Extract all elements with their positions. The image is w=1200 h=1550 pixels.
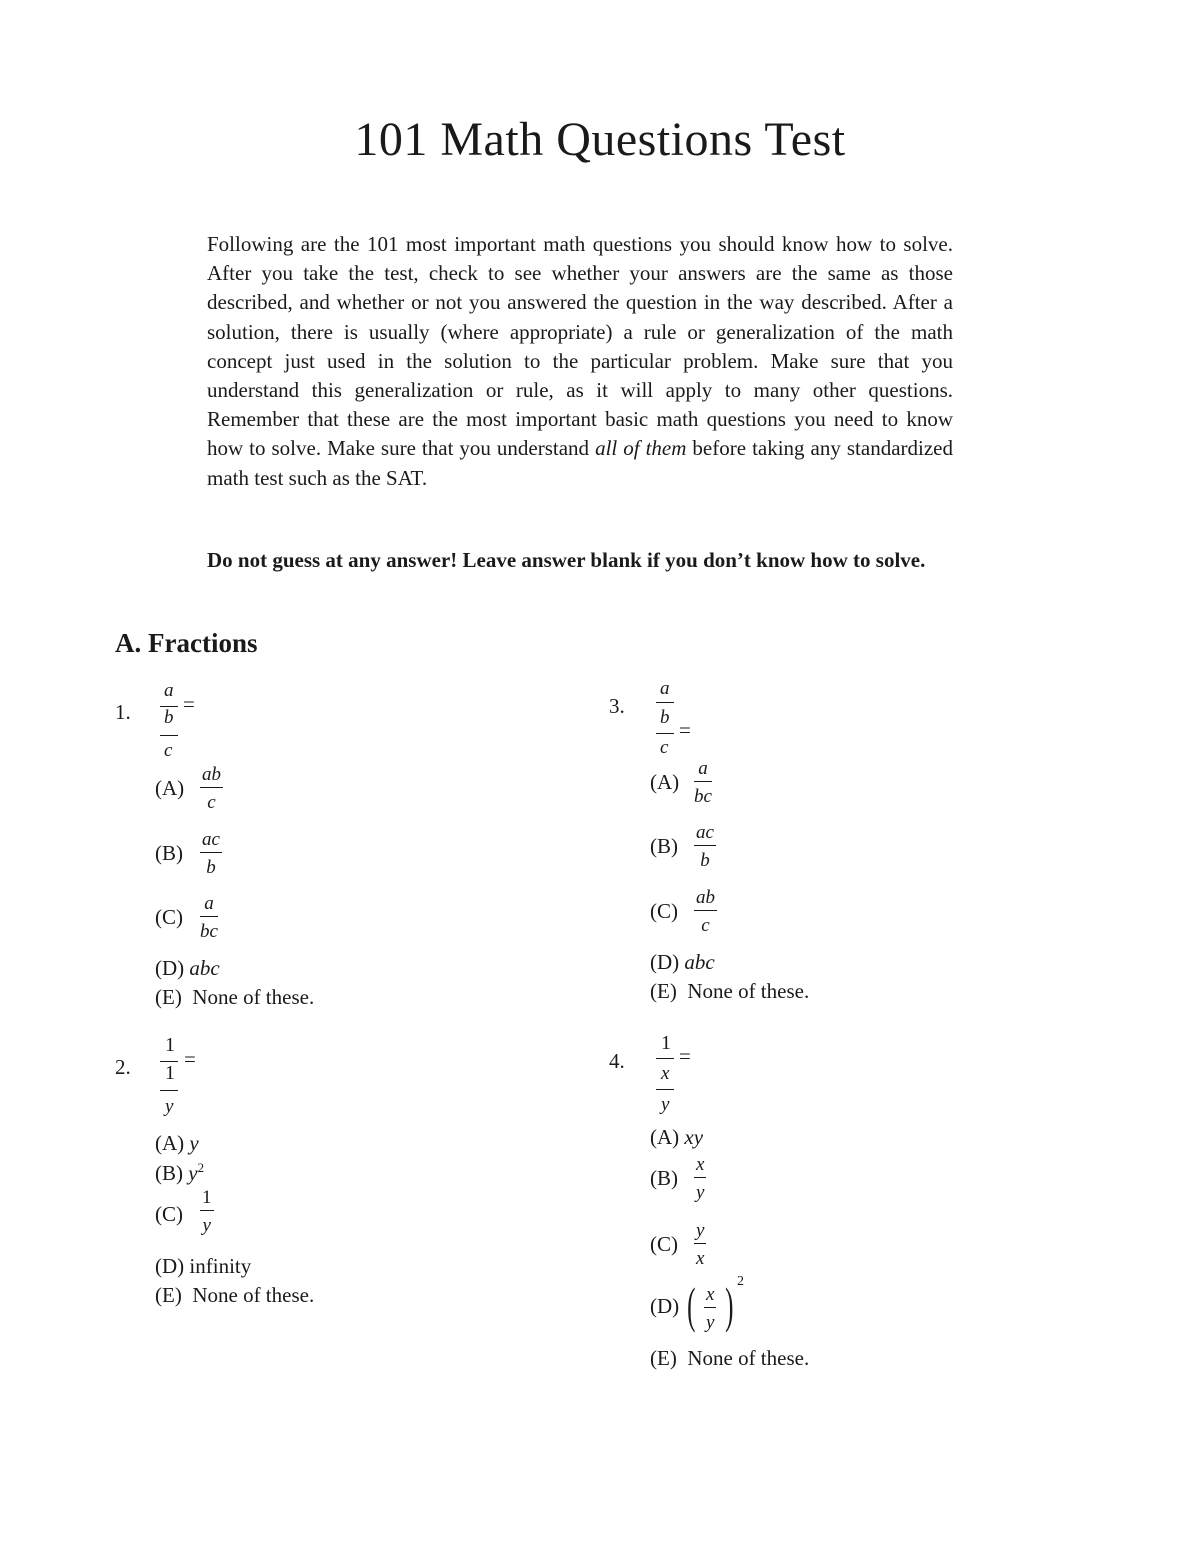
answer-option <box>650 1125 703 1150</box>
stem-var: b <box>164 707 174 728</box>
option-label: (A) <box>155 776 185 800</box>
stem-var: b <box>660 707 670 728</box>
stem-var: y <box>165 1096 174 1117</box>
answer-option <box>155 776 184 801</box>
fraction-bar <box>656 1058 674 1059</box>
denominator: b <box>700 850 710 871</box>
fraction <box>200 830 222 877</box>
denominator: bc <box>200 921 218 942</box>
option-label: (B) <box>650 1166 678 1190</box>
numerator: ab <box>696 887 715 908</box>
option-label: (D) <box>155 1254 185 1278</box>
option-text: None of these. <box>192 1283 315 1307</box>
option-text: None of these. <box>192 985 315 1009</box>
numerator: ac <box>696 822 714 843</box>
answer-option <box>155 841 183 866</box>
answer-option <box>650 899 678 924</box>
option-text: y <box>188 1161 198 1185</box>
option-label: (A) <box>650 1125 680 1149</box>
fraction <box>704 1285 716 1332</box>
numerator: a <box>698 758 708 779</box>
option-label: (C) <box>155 905 183 929</box>
answer-option <box>155 1283 314 1308</box>
page-title: 101 Math Questions Test <box>354 113 846 166</box>
option-label: (B) <box>155 1161 183 1185</box>
exponent: 2 <box>197 1160 205 1175</box>
question-number: 2. <box>115 1055 131 1079</box>
fraction-bar <box>160 735 178 736</box>
answer-option <box>650 1294 679 1319</box>
option-label: (D) <box>650 1294 680 1318</box>
denominator: c <box>701 915 710 936</box>
option-label: (D) <box>650 950 680 974</box>
answer-option <box>155 1202 183 1227</box>
denominator: b <box>206 857 216 878</box>
numerator: ab <box>202 764 221 785</box>
option-label: (C) <box>650 1232 678 1256</box>
equals-sign: = <box>183 692 195 716</box>
denominator: x <box>696 1248 705 1269</box>
fraction <box>200 1188 214 1235</box>
answer-option <box>650 1166 678 1191</box>
fraction <box>694 1221 706 1268</box>
option-label: (E) <box>650 1346 677 1370</box>
option-label: (B) <box>650 834 678 858</box>
option-text: xy <box>684 1125 704 1149</box>
fraction <box>694 1155 706 1202</box>
option-label: (A) <box>650 770 680 794</box>
numerator: a <box>204 893 214 914</box>
equals-sign: = <box>184 1047 196 1071</box>
answer-option <box>155 985 314 1010</box>
answer-option <box>155 956 220 981</box>
intro-paragraph <box>207 230 953 493</box>
left-parenthesis: ( <box>687 1277 696 1333</box>
option-text: None of these. <box>687 1346 810 1370</box>
fraction-bar <box>656 733 674 734</box>
option-text: abc <box>684 950 715 974</box>
warning-note: Do not guess at any answer! Leave answer blank if you don’t know how to solve. <box>207 548 926 572</box>
answer-option <box>155 1131 199 1156</box>
option-label: (A) <box>155 1131 185 1155</box>
equals-sign: = <box>679 1044 691 1068</box>
stem-value: 1 <box>165 1034 175 1056</box>
numerator: x <box>706 1284 715 1305</box>
fraction <box>200 894 218 941</box>
answer-option <box>155 1160 204 1186</box>
answer-option <box>650 950 715 975</box>
answer-option <box>650 1232 678 1257</box>
answer-option <box>650 834 678 859</box>
fraction-bar <box>656 702 674 703</box>
question-number: 3. <box>609 694 625 718</box>
denominator: y <box>696 1182 705 1203</box>
exponent: 2 <box>737 1274 744 1289</box>
numerator: y <box>696 1220 705 1241</box>
stem-var: c <box>164 740 173 761</box>
numerator: ac <box>202 829 220 850</box>
intro-text-end: before taking any standardized math test such as the SAT. <box>207 436 954 490</box>
denominator: y <box>706 1312 715 1333</box>
fraction <box>200 765 223 812</box>
answer-option <box>155 905 183 930</box>
fraction-bar <box>160 1090 178 1091</box>
numerator: x <box>696 1154 705 1175</box>
option-label: (E) <box>650 979 677 1003</box>
answer-option <box>650 979 809 1004</box>
answer-option <box>650 770 679 795</box>
denominator: bc <box>694 786 712 807</box>
fraction-bar <box>656 1089 674 1090</box>
right-parenthesis: ) <box>725 1277 734 1333</box>
stem-var: c <box>660 737 669 758</box>
question-number: 1. <box>115 700 131 724</box>
stem-value: 1 <box>661 1032 671 1054</box>
fraction <box>694 888 717 935</box>
option-text: infinity <box>189 1254 252 1278</box>
option-text: abc <box>189 956 220 980</box>
option-label: (E) <box>155 1283 182 1307</box>
fraction <box>694 759 712 806</box>
section-heading: A. Fractions <box>115 628 258 658</box>
stem-var: a <box>660 678 670 699</box>
option-label: (B) <box>155 841 183 865</box>
question-number: 4. <box>609 1049 625 1073</box>
option-text: y <box>189 1131 199 1155</box>
stem-value: 1 <box>165 1062 175 1084</box>
denominator: c <box>207 792 216 813</box>
answer-option <box>650 1346 809 1371</box>
answer-option <box>155 1254 251 1279</box>
option-label: (D) <box>155 956 185 980</box>
stem-var: y <box>661 1094 670 1115</box>
stem-var: x <box>661 1063 670 1084</box>
denominator: y <box>202 1215 211 1236</box>
stem-var: a <box>164 680 174 701</box>
intro-emphasis: all of them <box>595 436 687 461</box>
intro-text: Following are the 101 most important math questions you should know how to solve. After you take the test, check to see whether your answers are the same as those described, and whether or not you answered the question in the way described. After a solution, there is usually (where appropriate) a rule or generalization of the math concept just used in the solution to the particular problem. Make sure that you understand this generalization or rule, as it will apply to many other questions. Remember that these are the most important basic math questions you need to know how to solve. Make sure that you understand <box>207 232 953 461</box>
fraction <box>694 823 716 870</box>
option-label: (C) <box>155 1202 183 1226</box>
option-label: (E) <box>155 985 182 1009</box>
equals-sign: = <box>679 718 691 742</box>
option-label: (C) <box>650 899 678 923</box>
option-text: None of these. <box>687 979 810 1003</box>
numerator: 1 <box>202 1187 212 1208</box>
